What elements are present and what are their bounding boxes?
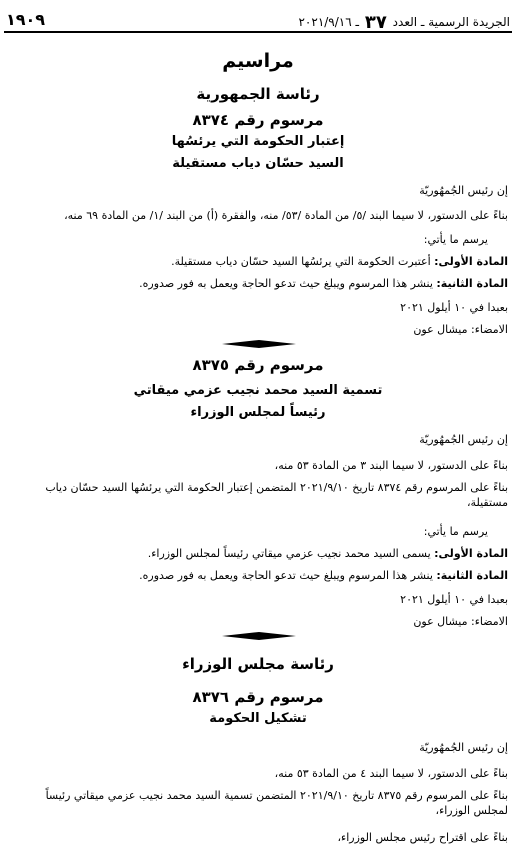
decree1-signature: الامضاء: ميشال عون: [413, 323, 508, 336]
article-label: المادة الأولى:: [434, 547, 508, 560]
article-text: ينشر هذا المرسوم ويبلغ حيث تدعو الحاجة ويعمل به فور صدوره.: [139, 277, 433, 290]
decree2-place-date: بعبدا في ١٠ أيلول ٢٠٢١: [400, 593, 508, 606]
section-separator: [222, 338, 296, 350]
journal-info: [298, 12, 510, 33]
article-text: أعتبرت الحكومة التي يرئسُها السيد حسّان دياب مستقيلة.: [171, 255, 431, 268]
journal-title: الجريدة الرسمية ـ العدد: [392, 15, 510, 29]
decree1-place-date: بعبدا في ١٠ أيلول ٢٠٢١: [400, 301, 508, 314]
decree1-article2: [8, 276, 508, 291]
article-label: المادة الأولى:: [434, 255, 508, 268]
decree1-subject-line1: إعتبار الحكومة التي يرئسُها: [171, 134, 345, 149]
decree2-article1: [8, 546, 508, 561]
decree1-intro: إن رئيس الجُمهُوريّة: [419, 184, 508, 197]
header-rule: [4, 31, 512, 33]
decree3-basis2: بناءً على المرسوم رقم ٨٣٧٥ تاريخ ٢٠٢١/٩/١٠ المتضمن تسمية السيد محمد نجيب عزمي ميقاتي رئيساً لمجلس الوزراء،: [45, 789, 508, 817]
decree2-article2: [8, 568, 508, 583]
decree1-article1: [8, 254, 508, 269]
decree1-basis: بناءً على الدستور، لا سيما البند /٥/ من المادة /٥٣/ منه، والفقرة (أ) من البند /١/ من المادة ٦٩ منه،: [64, 209, 508, 222]
decree3-authority: رئاسة مجلس الوزراء: [182, 655, 334, 673]
page-number: ١٩٠٩: [6, 10, 46, 29]
decree3-subject: تشكيل الحكومة: [209, 711, 307, 726]
decree2-subject-line2: رئيساً لمجلس الوزراء: [190, 405, 326, 420]
decree1-subject-line2: السيد حسّان دياب مستقيلة: [172, 156, 344, 171]
decree3-number: مرسوم رقم ٨٣٧٦: [192, 688, 324, 706]
section-title: مراسيم: [222, 50, 294, 72]
decree1-decides: يرسم ما يأتي:: [423, 233, 488, 246]
decree2-basis1: بناءً على الدستور، لا سيما البند ٣ من المادة ٥٣ منه،: [274, 459, 508, 472]
decree2-signature: الامضاء: ميشال عون: [413, 615, 508, 628]
decree2-decides: يرسم ما يأتي:: [423, 525, 488, 538]
decree2-basis2: بناءً على المرسوم رقم ٨٣٧٤ تاريخ ٢٠٢١/٩/١٠ المتضمن إعتبار الحكومة التي يرئسُها السيد حسّان دياب مستقيلة،: [45, 481, 508, 509]
decree1-authority: رئاسة الجمهورية: [196, 85, 320, 103]
article-label: المادة الثانية:: [436, 277, 508, 290]
decree2-subject-line1: تسمية السيد محمد نجيب عزمي ميقاتي: [133, 383, 383, 398]
issue-date: ـ ٢٠٢١/٩/١٦: [298, 15, 360, 29]
decree3-basis1: بناءً على الدستور، لا سيما البند ٤ من المادة ٥٣ منه،: [274, 767, 508, 780]
article-text: يسمى السيد محمد نجيب عزمي ميقاتي رئيساً لمجلس الوزراء.: [147, 547, 431, 560]
decree3-basis3: بناءً على اقتراح رئيس مجلس الوزراء،: [337, 831, 508, 844]
page-header: [4, 8, 512, 33]
article-text: ينشر هذا المرسوم ويبلغ حيث تدعو الحاجة ويعمل به فور صدوره.: [139, 569, 433, 582]
decree2-intro: إن رئيس الجُمهُوريّة: [419, 433, 508, 446]
decree3-intro: إن رئيس الجُمهُوريّة: [419, 741, 508, 754]
decree1-number: مرسوم رقم ٨٣٧٤: [192, 111, 324, 129]
article-label: المادة الثانية:: [436, 569, 508, 582]
decree2-number: مرسوم رقم ٨٣٧٥: [192, 356, 324, 374]
issue-number: ٣٧: [364, 12, 387, 33]
section-separator: [222, 630, 296, 642]
